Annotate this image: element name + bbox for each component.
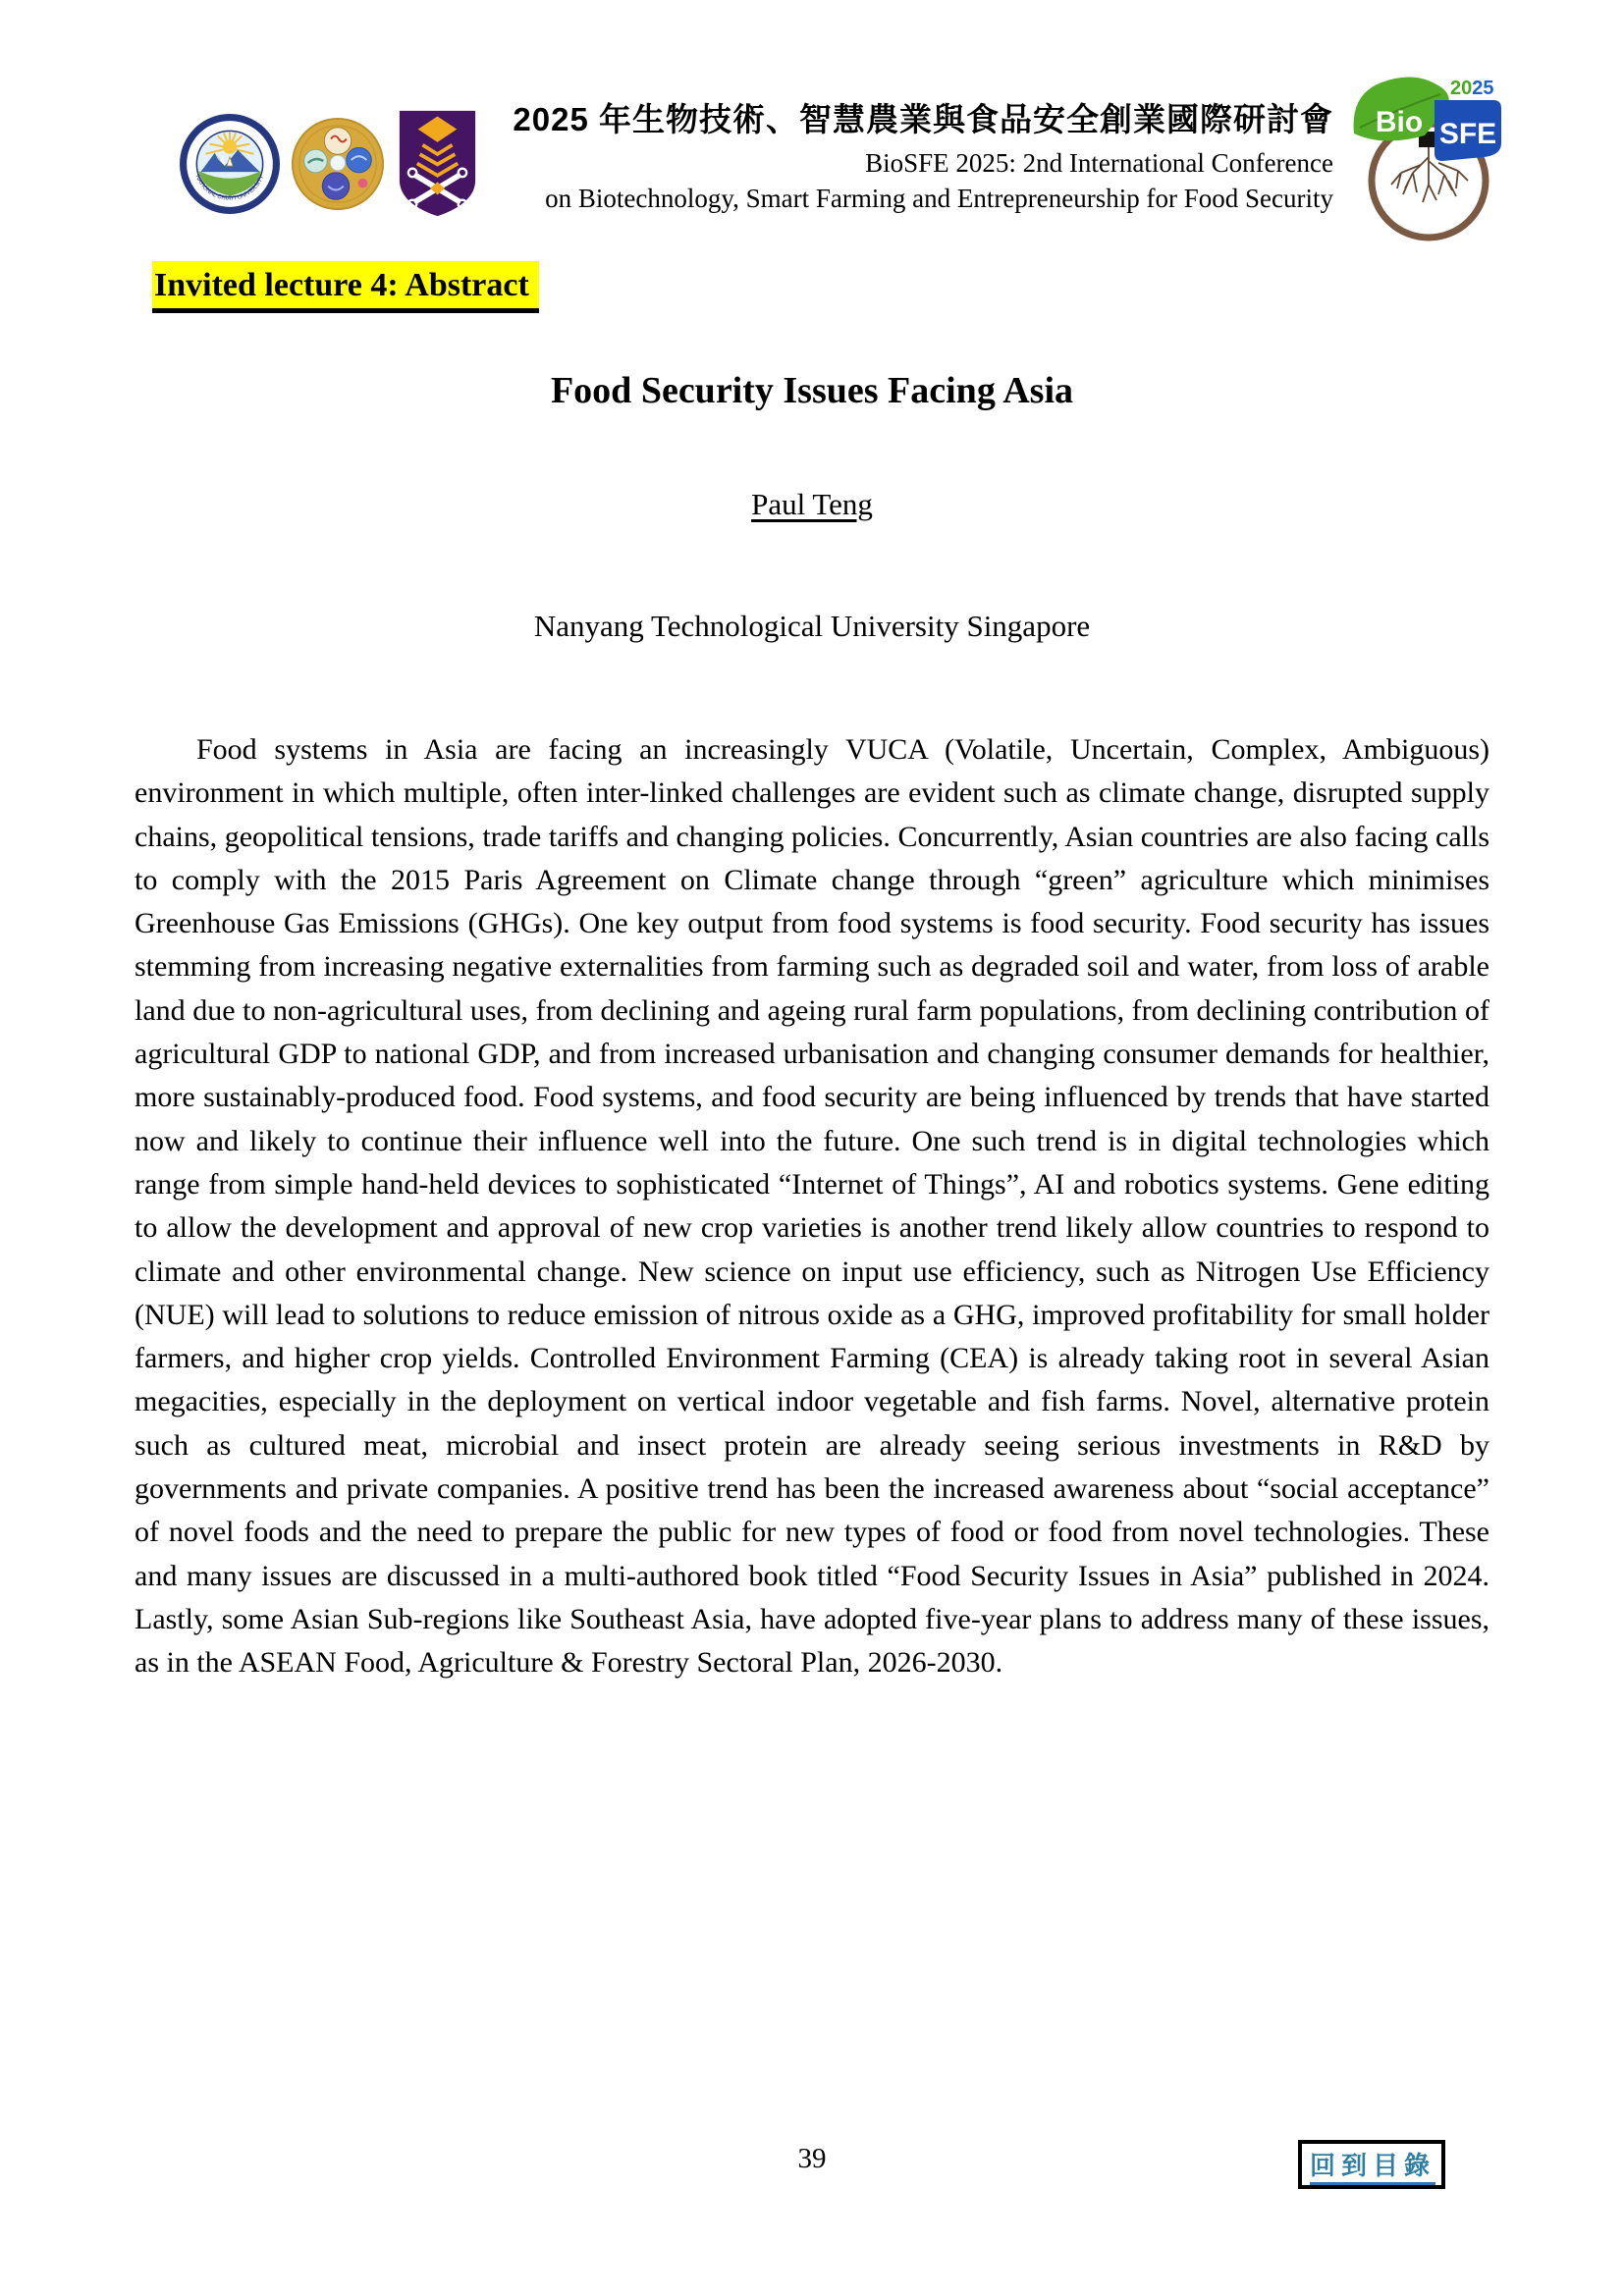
conference-subtitle-line2: on Biotechnology, Smart Farming and Entrepreneurship for Food Security <box>545 184 1333 213</box>
abstract-paragraph: Food systems in Asia are facing an increasingly VUCA (Volatile, Uncertain, Complex, Ambiguous) environment in which multiple, often inter-linked challenges are evident such as climate change, disrupted supply chains, geopolitical tensions, trade tariffs and changing policies. Concurrently, Asian countries are also facing calls to comply with the 2015 Paris Agreement on Climate change through “green” agriculture which minimises Greenhouse Gas Emissions (GHGs). One key output from food systems is food security. Food security has issues stemming from increasing negative externalities from farming such as degraded soil and water, from loss of arable land due to non-agricultural uses, from declining and ageing rural farm populations, from declining contribution of agricultural GDP to national GDP, and from increased urbanisation and changing consumer demands for healthier, more sustainably-produced food. Food systems, and food security are being influenced by trends that have started now and likely to continue their influence well into the future. One such trend is in digital technologies which range from simple hand-held devices to sophisticated “Internet of Things”, AI and robotics systems. Gene editing to allow the development and approval of new crop varieties is another trend likely allow countries to respond to climate and other environmental change. New science on input use efficiency, such as Nitrogen Use Efficiency (NUE) will lead to solutions to reduce emission of nitrous oxide as a GHG, improved profitability for small holder farmers, and higher crop yields. Controlled Environment Farming (CEA) is already taking root in several Asian megacities, especially in the deployment on vertical indoor vegetable and fish farms. Novel, alternative protein such as cultured meat, microbial and insect protein are already seeing serious investments in R&D by governments and private companies. A positive trend has been the increased awareness about “social acceptance” of novel foods and the need to prepare the public for new types of food or food from novel technologies. These and many issues are discussed in a multi-authored book titled “Food Security Issues in Asia” published in 2024. Lastly, some Asian Sub-regions like Southeast Asia, have adopted five-year plans to address many of these issues, as in the ASEAN Food, Agriculture & Forestry Sectoral Plan, 2026-2030. <box>135 733 1489 1680</box>
invited-lecture-heading <box>152 261 539 313</box>
back-to-toc-button[interactable] <box>1298 2140 1445 2189</box>
conference-subtitle-line1: BioSFE 2025: 2nd International Conference <box>865 148 1333 178</box>
ncyu-seal-icon <box>180 114 280 214</box>
svg-text:NATIONAL CHIAYI UNIVERSITY: NATIONAL CHIAYI UNIVERSITY <box>193 173 266 202</box>
page-number: 39 <box>797 2143 827 2174</box>
conference-title-zh: 2025 年生物技術、智慧農業與食品安全創業國際研討會 <box>513 101 1333 137</box>
conference-header <box>293 94 1333 216</box>
author-affiliation: Nanyang Technological University Singapore <box>533 609 1091 643</box>
biosfe-bio-text: Bio <box>1375 106 1424 138</box>
back-to-toc-label: 回到目錄 <box>1310 2151 1435 2185</box>
biosfe-2025-logo-icon <box>1347 71 1516 252</box>
author-name <box>0 487 1624 522</box>
biosfe-sfe-text: SFE <box>1438 118 1497 150</box>
author-name-text: Paul Teng <box>751 487 873 521</box>
lecture-title: Food Security Issues Facing Asia <box>550 370 1074 411</box>
biosfe-year-prefix: 20 <box>1450 78 1473 99</box>
biosfe-year-suffix: 25 <box>1472 78 1494 99</box>
svg-text:2025 <box>1450 78 1494 99</box>
invited-lecture-heading-text: Invited lecture 4: Abstract <box>152 261 539 313</box>
